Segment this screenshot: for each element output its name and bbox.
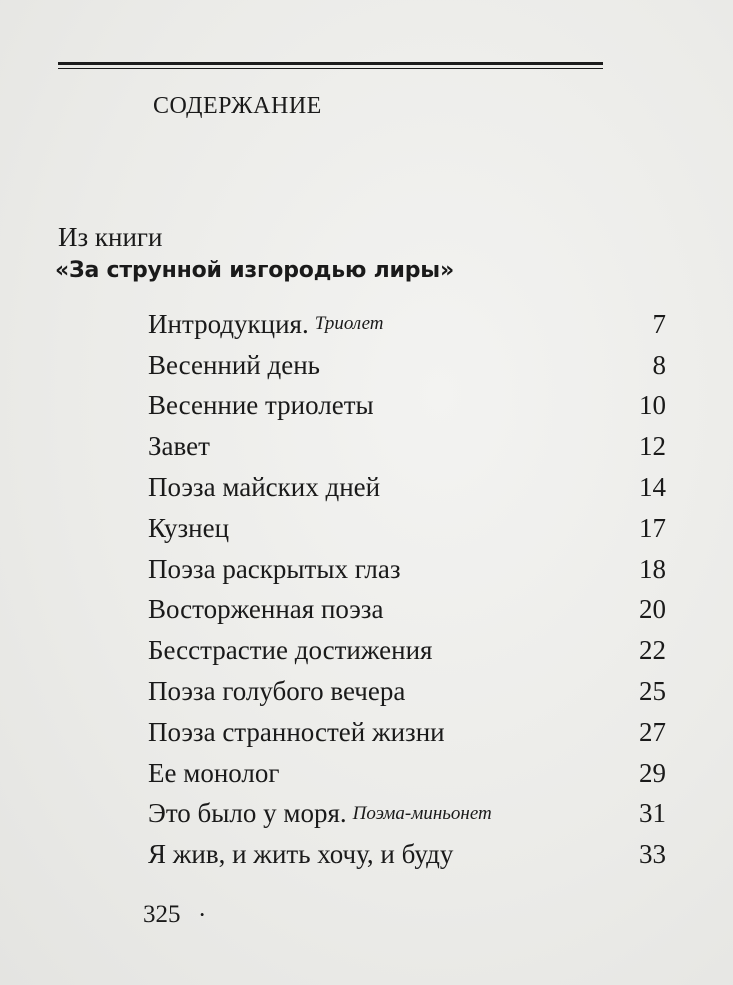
toc-entry-title: Бесстрастие достижения: [148, 635, 433, 666]
toc-entry-page: 20: [639, 594, 666, 625]
toc-entry-title: Поэза странностей жизни: [148, 716, 445, 747]
toc-entry[interactable]: [148, 467, 666, 508]
toc-list: [148, 304, 666, 875]
toc-entry-page: 27: [639, 716, 666, 747]
toc-entry-page: 12: [639, 431, 666, 462]
toc-entry[interactable]: [148, 630, 666, 671]
toc-entry-page: 10: [639, 390, 666, 421]
folio-mark: ·: [198, 902, 207, 929]
toc-entry-page: 22: [639, 635, 666, 666]
toc-entry-page: 18: [639, 553, 666, 584]
toc-entry-title: Весенний день: [148, 349, 320, 380]
toc-entry-title: Поэза голубого вечера: [148, 676, 406, 707]
toc-entry-page: 7: [652, 308, 666, 339]
toc-entry-page: 25: [639, 676, 666, 707]
toc-entry-title: Кузнец: [148, 512, 230, 543]
toc-entry-title: Поэза майских дней: [148, 472, 381, 503]
toc-entry-page: 17: [639, 512, 666, 543]
toc-entry-subtitle: Поэма-миньонет: [352, 802, 492, 824]
toc-entry-title: Ее монолог: [148, 757, 280, 788]
toc-entry-page: 14: [639, 472, 666, 503]
book-section-intro: Из книги: [58, 222, 163, 252]
toc-entry[interactable]: [148, 712, 666, 753]
toc-entry[interactable]: [148, 794, 666, 835]
toc-entry-page: 31: [639, 798, 666, 829]
toc-entry[interactable]: [148, 834, 666, 875]
toc-entry-title: Это было у моря.: [148, 798, 347, 829]
toc-entry[interactable]: [148, 304, 666, 345]
toc-entry-page: 29: [639, 757, 666, 788]
toc-entry[interactable]: [148, 753, 666, 794]
book-section-title: «За струнной изгородью лиры»: [55, 258, 454, 283]
toc-entry-page: 8: [652, 349, 666, 380]
toc-entry-title: Я жив, и жить хочу, и буду: [148, 839, 454, 870]
toc-entry[interactable]: [148, 426, 666, 467]
toc-entry-page: 33: [639, 839, 666, 870]
toc-entry-title: Завет: [148, 431, 210, 462]
header-rule-thin: [58, 68, 603, 69]
toc-entry-title: Поэза раскрытых глаз: [148, 553, 401, 584]
toc-entry-subtitle: Триолет: [314, 313, 384, 335]
page-number: 325: [143, 901, 181, 928]
toc-entry[interactable]: [148, 590, 666, 631]
toc-entry-title: Интродукция.: [148, 308, 309, 339]
toc-entry[interactable]: [148, 345, 666, 386]
toc-entry[interactable]: [148, 671, 666, 712]
toc-entry-title: Восторженная поэза: [148, 594, 384, 625]
toc-entry[interactable]: [148, 386, 666, 427]
toc-entry-title: Весенние триолеты: [148, 390, 374, 421]
toc-entry[interactable]: [148, 508, 666, 549]
toc-entry[interactable]: [148, 549, 666, 590]
header-rule-thick: [58, 62, 603, 65]
contents-heading: СОДЕРЖАНИЕ: [153, 93, 322, 119]
